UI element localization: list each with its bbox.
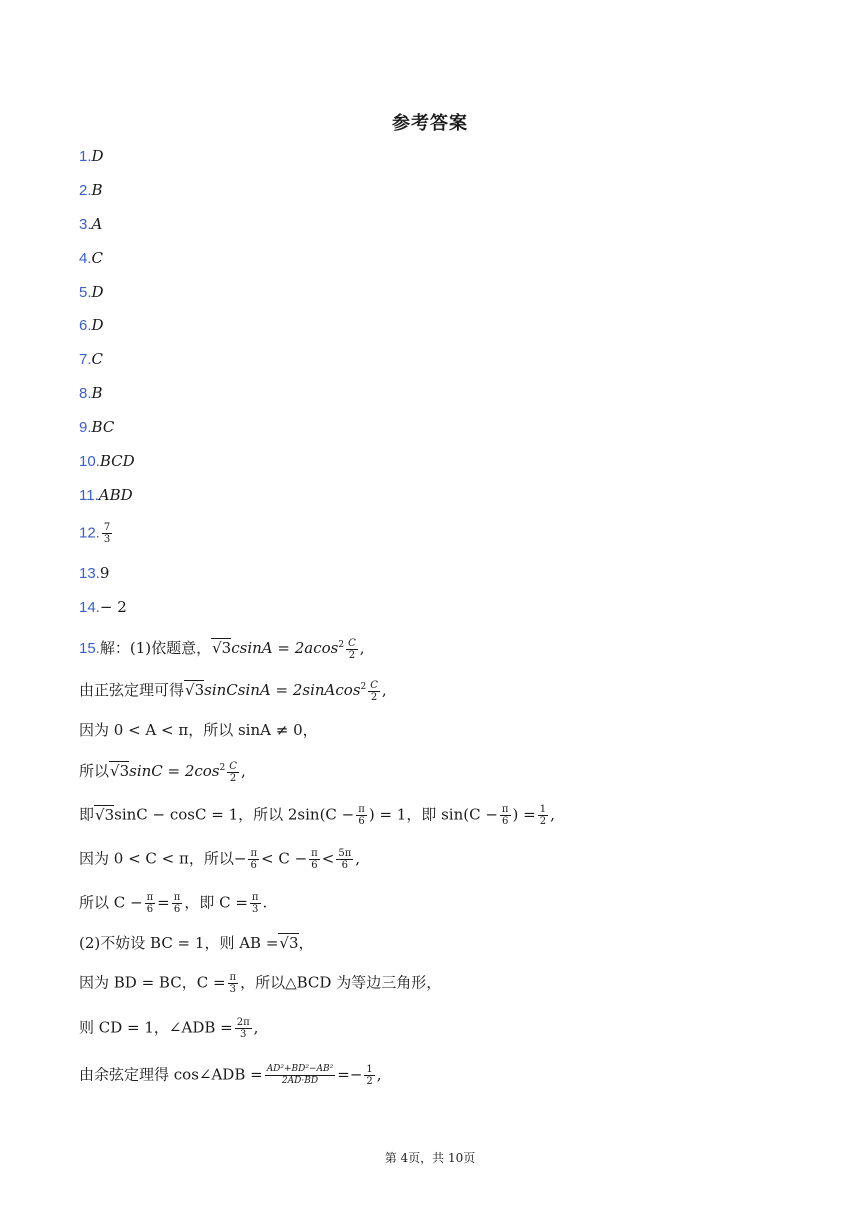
fraction: $\frac{\pi}{6}$ (501, 804, 509, 827)
answer-value: BCD (99, 452, 135, 470)
q15-line-9: 因为 BD = BC，C = $\frac{\pi}{3}$ ，所以△BCD 为等边三角形， (79, 972, 442, 995)
q15-line-10: 则 CD = 1，∠ADB = $\frac{2\pi}{3}$ , (79, 1017, 259, 1040)
fraction: $\frac{1}{2}$ (539, 804, 547, 827)
fraction: $\frac{\pi}{3}$ (251, 892, 259, 915)
answer-line (79, 214, 102, 235)
fraction: $\frac{\pi}{6}$ (146, 892, 154, 915)
answer-value: − 2 (99, 598, 127, 616)
question-number: 2. (79, 182, 92, 199)
sqrt-symbol: √3 (95, 805, 115, 824)
fraction: $\frac{\pi}{6}$ (311, 848, 318, 871)
question-number: 9. (79, 419, 92, 436)
sqrt-symbol: √3 (279, 934, 299, 952)
q15-line-2: 由正弦定理可得√3sinCsinA = 2sinAcos$^2$ $\frac{C}{2}$ , (79, 679, 387, 703)
answer-line (79, 522, 114, 545)
answer-line (79, 349, 103, 370)
question-number: 13. (79, 565, 100, 582)
answer-value: BC (91, 418, 115, 436)
answer-value: B (91, 181, 103, 199)
answer-line (79, 282, 104, 303)
fraction: $\frac{\pi}{6}$ (250, 848, 258, 871)
sqrt-symbol: √3 (110, 762, 130, 780)
sqrt-symbol: √3 (185, 681, 205, 699)
question-number: 3. (79, 216, 92, 233)
q15-line-8: (2)不妨设 BC = 1，则 AB =√3， (79, 934, 314, 952)
fraction: $\frac{C}{2}$ (229, 760, 237, 784)
answer-value: ABD (98, 486, 133, 504)
fraction: $\frac{\pi}{3}$ (229, 972, 237, 995)
answer-line (79, 485, 133, 506)
fraction: $\frac{C}{2}$ (370, 679, 378, 703)
answer-value: D (91, 283, 104, 301)
question-number: 1. (79, 148, 92, 165)
answer-line (79, 146, 104, 167)
answer-line (79, 563, 109, 584)
q15-line-3: 因为 0 < A < π，所以 sinA ≠ 0， (79, 721, 318, 739)
fraction: $\frac{C}{2}$ (348, 637, 356, 661)
fraction: $\frac{1}{2}$ (366, 1064, 373, 1087)
answer-fraction: $\frac{7}{3}$ (103, 522, 111, 545)
answer-line (79, 597, 127, 618)
question-number: 15. (79, 640, 100, 657)
fraction: $\frac{5\pi}{6}$ (338, 848, 352, 871)
answer-line (79, 451, 135, 472)
answer-value: A (91, 215, 103, 233)
sqrt-symbol: √3 (212, 639, 232, 657)
answer-value: D (91, 147, 104, 165)
fraction: $\frac{\pi}{6}$ (358, 804, 365, 827)
answer-value: C (91, 350, 103, 368)
q15-line-4: 所以$√3\sin C = 2\cos^2$ $\frac{C}{2}$ , (79, 760, 246, 784)
question-number: 4. (79, 250, 92, 267)
question-number: 7. (79, 351, 92, 368)
question-number: 5. (79, 284, 92, 301)
question-number: 10. (79, 453, 100, 470)
answer-line (79, 417, 114, 438)
q15-line-1: 15.解：(1)依题意，√3csinA = 2acos$^2$ $\frac{C}{2}$ , (79, 637, 365, 661)
question-number: 12. (79, 524, 100, 542)
fraction: $\frac{2\pi}{3}$ (236, 1017, 250, 1040)
question-number: 14. (79, 599, 100, 616)
answer-value: C (91, 249, 103, 267)
page-title: 参考答案 (392, 113, 468, 134)
answer-line (79, 383, 103, 404)
answer-line (79, 315, 104, 336)
question-number: 8. (79, 385, 92, 402)
q15-line-11: 由余弦定理得 cos∠ADB = $\frac{\text{AD²+BD²−AB²}}{2AD\cdot BD}$ =− $\frac{1}{2}$ , (79, 1064, 382, 1087)
answer-line (79, 248, 103, 269)
q15-line-5: 即√3sinC − cosC = 1，所以 2sin(C − $\frac{\pi}{6}$ ) = 1，即 sin(C − $\frac{\pi}{6}$ ) = $\frac{1}{2}$ , (79, 804, 555, 827)
answer-value: B (91, 384, 103, 402)
fraction: $\frac{\pi}{6}$ (173, 892, 181, 915)
page-footer: 第 4页，共 10页 (384, 1151, 476, 1165)
question-number: 11. (79, 487, 99, 504)
answer-value: D (91, 316, 104, 334)
answer-value: 9 (99, 564, 110, 582)
q15-line-7: 所以 C − $\frac{\pi}{6}$ = $\frac{\pi}{6}$ ，即 C = $\frac{\pi}{3}$ . (79, 892, 268, 915)
answer-line (79, 180, 103, 201)
fraction: $\frac{\text{AD²+BD²−AB²}}{2AD\cdot BD}$ (266, 1064, 334, 1086)
q15-line-6: 因为 0 < C < π，所以− $\frac{\pi}{6}$ < C − $\frac{\pi}{6}$ < $\frac{5\pi}{6}$ , (79, 848, 361, 871)
question-number: 6. (79, 317, 92, 334)
